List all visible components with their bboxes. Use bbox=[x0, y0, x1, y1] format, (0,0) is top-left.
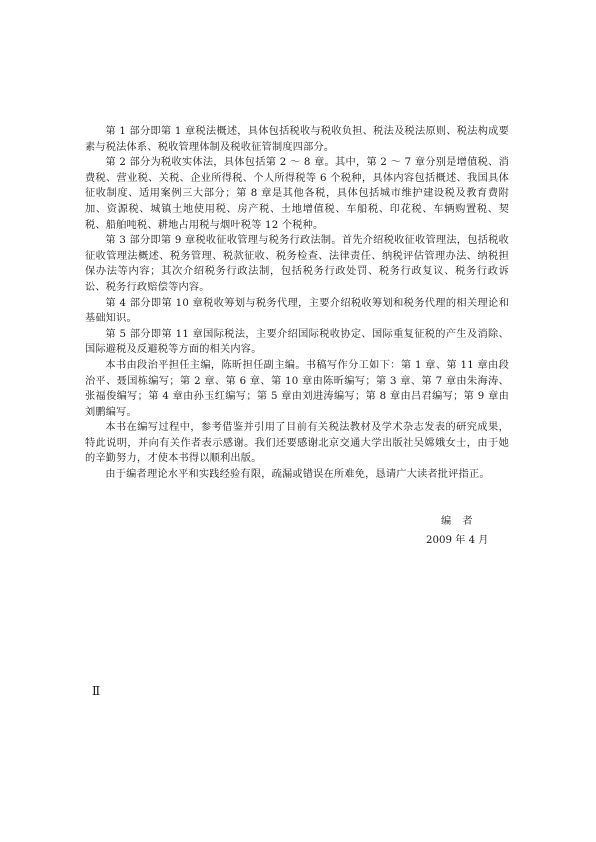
paragraph-part-4: 第 4 部分即第 10 章税收筹划与税务代理，主要介绍税收筹划和税务代理的相关理论和基础知识。 bbox=[85, 297, 509, 325]
page-number: Ⅱ bbox=[92, 684, 101, 698]
paragraph-part-1: 第 1 部分即第 1 章税法概述，具体包括税收与税收负担、税法及税法原则、税法构成要素与税法体系、税收管理体制及税收征管制度四部分。 bbox=[85, 126, 509, 153]
paragraph-part-2: 第 2 部分为税收实体法，具体包括第 2 ～ 8 章。其中，第 2 ～ 7 章分别是增值税、消费税、营业税、关税、企业所得税、个人所得税等 6 个税种，具体内容包括概述、我国具体征收制度、适用案例三大部分；第 8 章是其他各税，具体包括城市维护建设税及教育费附加、资源税、城镇土地使用税、房产税、土地增值税、车船税、印花税、车辆购置税、契税、船舶吨税、耕地占用税与烟叶税等 12 个税种。 bbox=[85, 157, 509, 231]
paragraph-closing: 由于编者理论水平和实践经验有限，疏漏或错误在所难免，恳请广大读者批评指正。 bbox=[105, 469, 490, 481]
paragraph-authors: 本书由段治平担任主编，陈昕担任副主编。书稿写作分工如下：第 1 章、第 11 章由段治平、聂国栋编写；第 2 章、第 6 章、第 10 章由陈昕编写；第 3 章、第 7 章由朱海涛、张福俊编写；第 4 章由孙玉红编写；第 5 章由刘进涛编写；第 8 章由吕君编写；第 9 章由刘鹏编写。 bbox=[85, 359, 509, 418]
signature: 编 者 bbox=[441, 516, 474, 527]
paragraph-part-3: 第 3 部分即第 9 章税收征收管理与税务行政法制。首先介绍税收征收管理法，包括税收征收管理法概述、税务管理、税款征收、税务检查、法律责任、纳税评估管理办法、纳税担保办法等内容；其次介绍税务行政法制，包括税务行政处罚、税务行政复议、税务行政诉讼、税务行政赔偿等内容。 bbox=[85, 235, 509, 293]
preface-body bbox=[85, 124, 509, 483]
paragraph-part-5: 第 5 部分即第 11 章国际税法，主要介绍国际税收协定、国际重复征税的产生及消除、国际避税及反避税等方面的相关内容。 bbox=[85, 328, 509, 356]
paragraph-acknowledgement: 本书在编写过程中，参考借鉴并引用了目前有关税法教材及学术杂志发表的研究成果，特此说明，并向有关作者表示感谢。我们还要感谢北京交通大学出版社吴嫦娥女士，由于她的辛勤努力，才使本书得以顺利出版。 bbox=[85, 422, 509, 465]
date-line: 2009 年 4 月 bbox=[426, 535, 489, 546]
